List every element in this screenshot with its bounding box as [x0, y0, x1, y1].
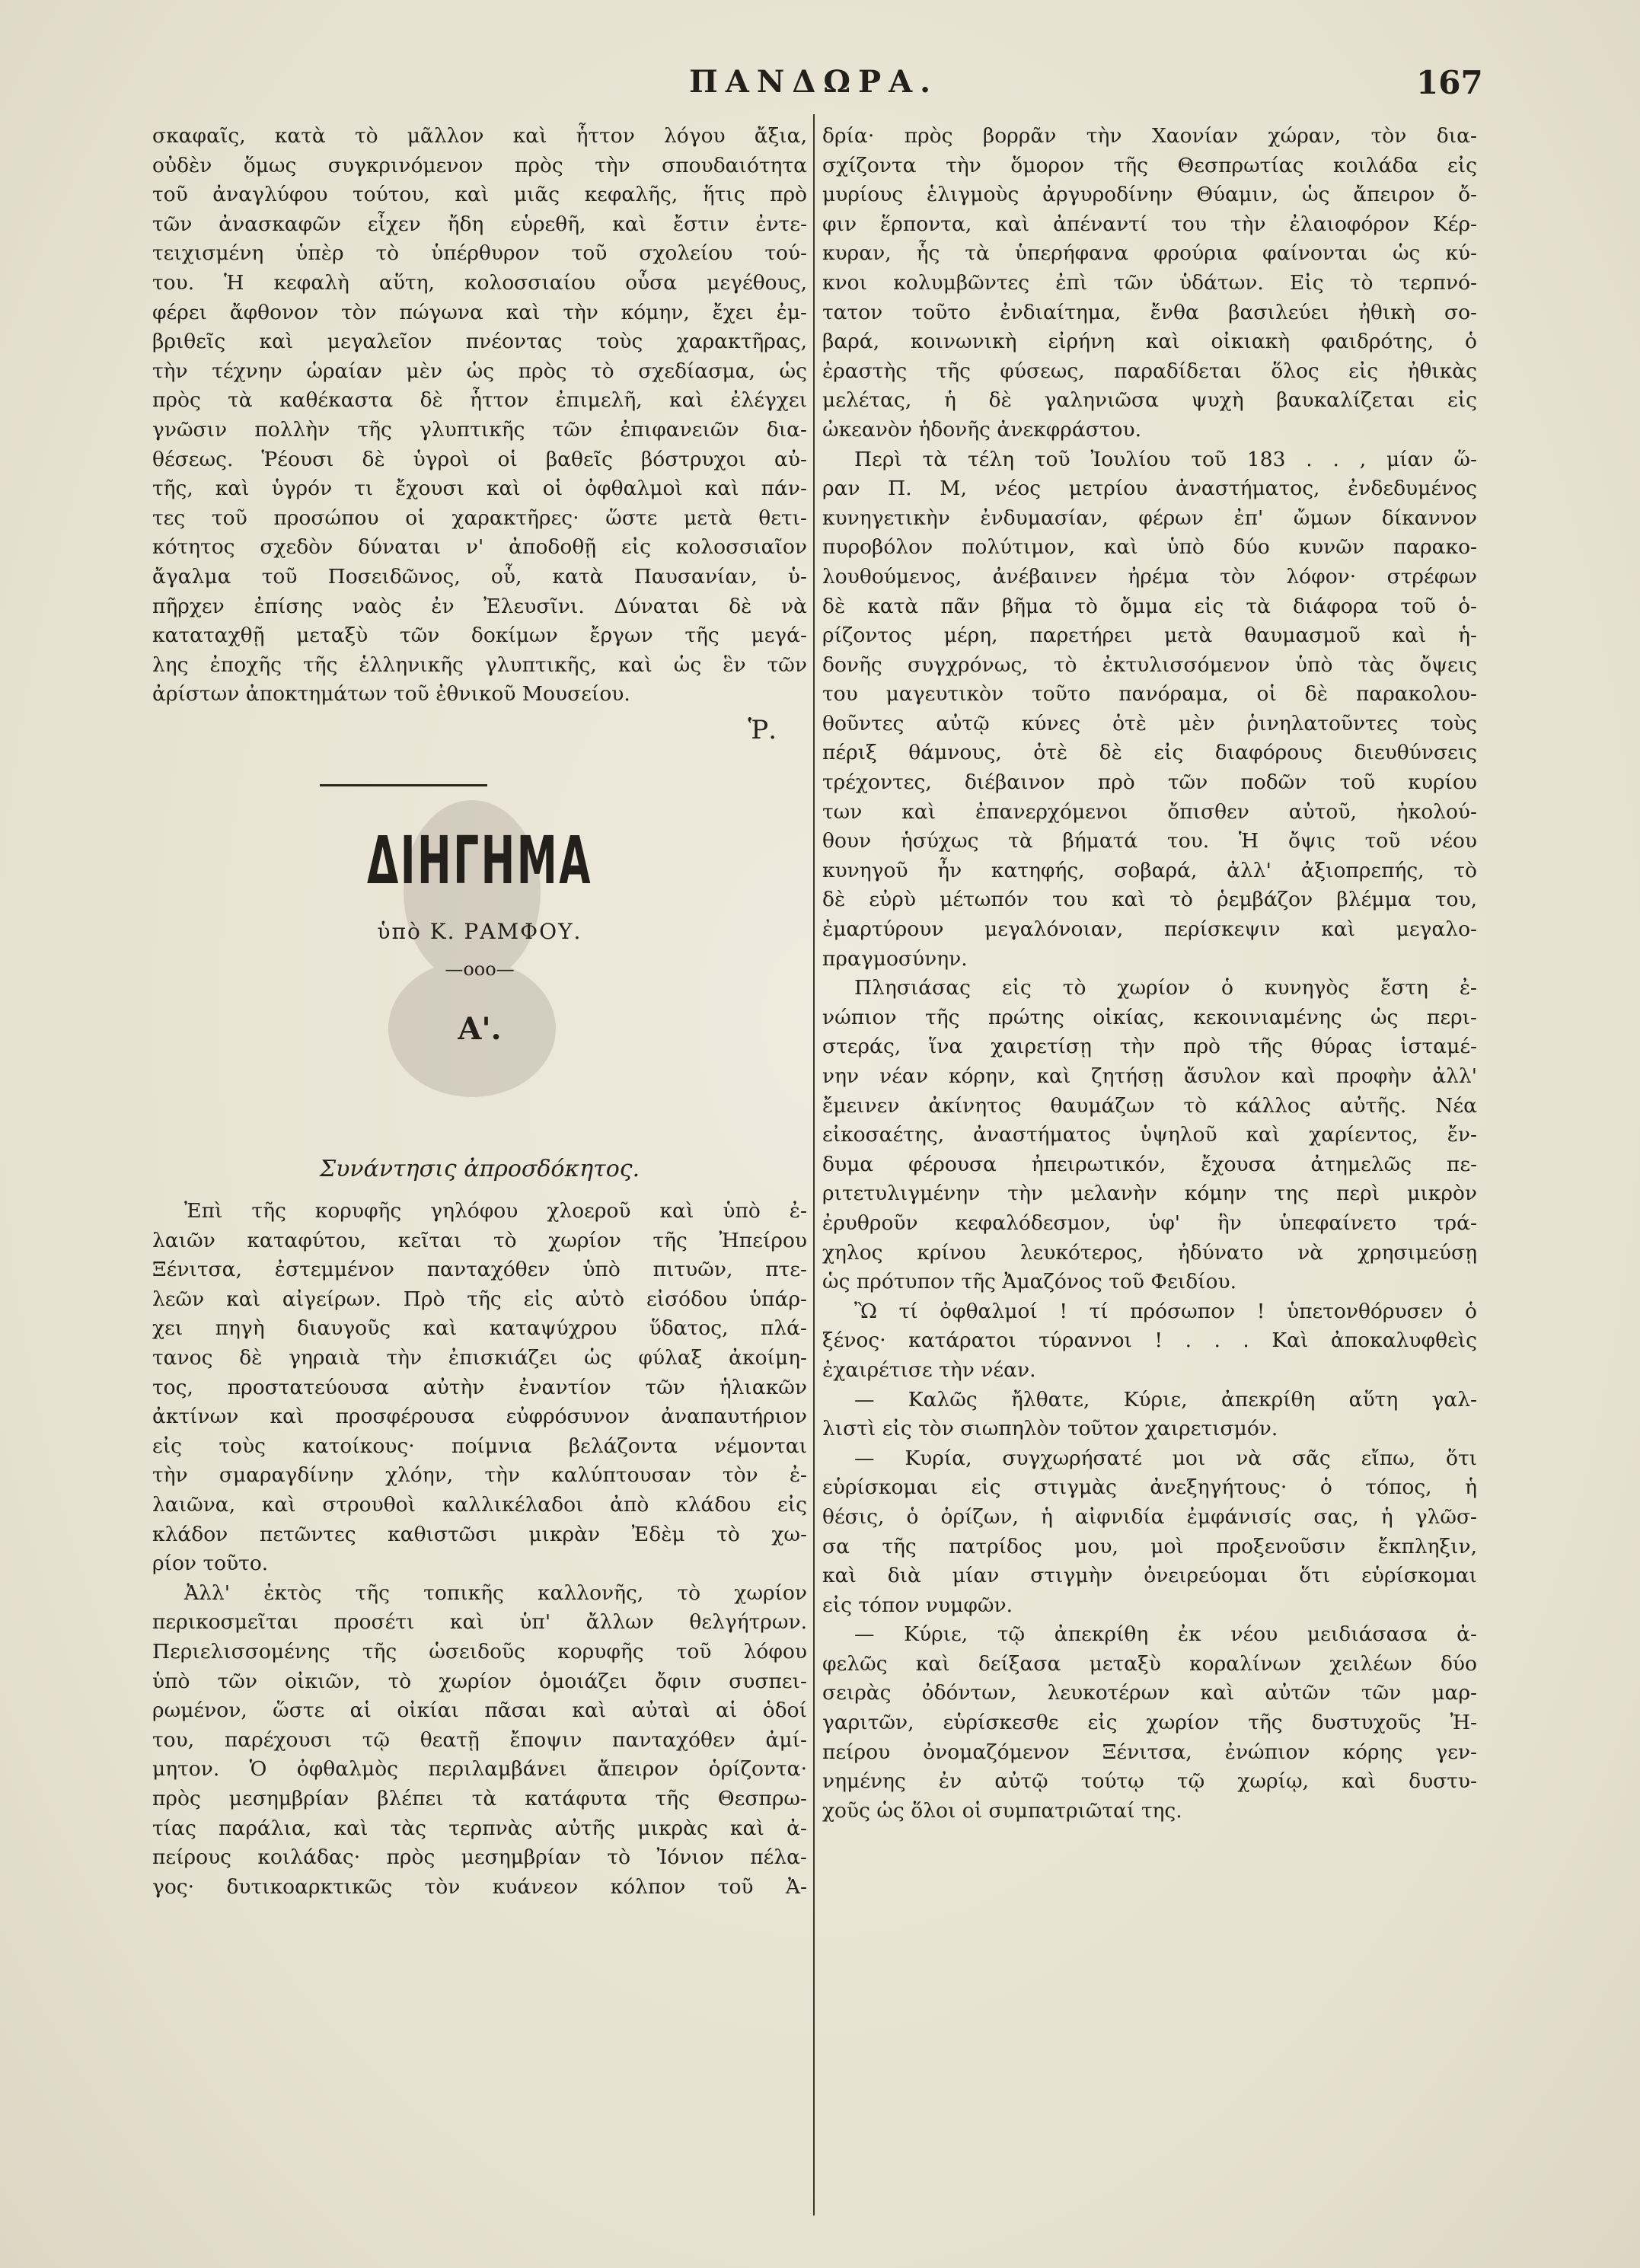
text-line: οὐδὲν ὅμως συγκρινόμενον πρὸς τὴν σπουδαιότητα	[152, 153, 807, 177]
chapter-subtitle: Συνάντησις ἀπροσδόκητος.	[319, 1156, 640, 1183]
text-line: χηλος κρίνου λευκότερος, ἠδύνατο νὰ χρησιμεύσῃ	[822, 1240, 1477, 1265]
text-line: σκαφαῖς, κατὰ τὸ μᾶλλον καὶ ἧττον λόγου ἄξια,	[152, 124, 807, 148]
text-line: περικοσμεῖται προσέτι καὶ ὑπ' ἄλλων θελγήτρων.	[152, 1610, 807, 1635]
text-line: — Καλῶς ἤλθατε, Κύριε, ἀπεκρίθη αὕτη γαλ-	[854, 1387, 1477, 1412]
text-line: Ὢ τί ὀφθαλμοί ! τί πρόσωπον ! ὑπετονθόρυσεν ὁ	[854, 1299, 1477, 1323]
text-line: δονῆς συγχρόνως, τὸ ἐκτυλισσόμενον ὑπὸ τὰς ὄψεις	[822, 652, 1477, 677]
text-line: μυρίους ἑλιγμοὺς ἀργυροδίνην Θύαμιν, ὡς ἄπειρον ὄ-	[822, 183, 1477, 207]
text-line: των καὶ ἐπανερχόμενοι ὄπισθεν αὐτοῦ, ἠκολού-	[822, 799, 1477, 824]
text-line: δρία· πρὸς βορρᾶν τὴν Χαονίαν χώραν, τὸν δια-	[822, 124, 1477, 148]
text-line: χει πηγὴ διαυγοῦς καὶ καταψύχρου ὕδατος, πλά-	[152, 1316, 807, 1341]
text-line: ἐρυθροῦν κεφαλόδεσμον, ὑφ' ἣν ὑπεφαίνετο τρά-	[822, 1211, 1477, 1235]
text-line: τῶν ἀνασκαφῶν εἶχεν ἤδη εὑρεθῆ, καὶ ἔστιν ἐντε-	[152, 212, 807, 236]
text-line: κνοι κολυμβῶντες ἐπὶ τῶν ὑδάτων. Εἰς τὸ τερπνό-	[822, 270, 1477, 295]
text-line: λιστὶ εἰς τὸν σιωπηλὸν τοῦτον χαιρετισμόν.	[822, 1417, 1278, 1441]
article-end	[152, 122, 807, 710]
text-line: πρὸς μεσημβρίαν βλέπει τὰ κατάφυτα τῆς Θεσπρω-	[152, 1786, 807, 1810]
text-line: εἰς τόπον νυμφῶν.	[822, 1593, 1013, 1617]
text-line: κυνηγοῦ ἦν κατηφής, σοβαρά, ἀλλ' ἀξιοπρεπής, τὸ	[822, 858, 1477, 882]
text-line: μελέτας, ἡ δὲ γαληνιῶσα ψυχὴ βαυκαλίζεται εἰς	[822, 388, 1477, 413]
running-head: ΠΑΝΔΩΡΑ.	[689, 64, 939, 100]
text-line: Πλησιάσας εἰς τὸ χωρίον ὁ κυνηγὸς ἔστη ἐ-	[854, 976, 1477, 1000]
text-line: ρωμένον, ὥστε αἱ οἰκίαι πᾶσαι καὶ αὐταὶ αἱ ὁδοί	[152, 1699, 807, 1723]
text-line: θέσεως. Ῥέουσι δὲ ὑγροὶ οἱ βαθεῖς βόστρυχοι αὐ-	[152, 447, 807, 471]
text-line: εἰκοσαέτης, ἀναστήματος ὑψηλοῦ καὶ χαρίεντος, ἔν-	[822, 1123, 1477, 1147]
text-line: Περὶ τὰ τέλη τοῦ Ἰουλίου τοῦ 183 . . , μίαν ὥ-	[854, 447, 1477, 471]
text-line: τοῦ ἀναγλύφου τούτου, καὶ μιᾶς κεφαλῆς, ἥτις πρὸ	[152, 183, 807, 207]
text-line: στεράς, ἵνα χαιρετίσῃ τὴν πρὸ τῆς θύρας ἱσταμέ-	[822, 1035, 1477, 1059]
column-divider	[813, 114, 815, 2215]
right-column	[822, 122, 1477, 1826]
text-line: του, παρέχουσι τῷ θεατῇ ἔποψιν πανταχόθεν ἀμί-	[152, 1727, 807, 1752]
text-line: τος, προστατεύουσα αὐτὴν ἐναντίον τῶν ἡλιακῶν	[152, 1375, 807, 1399]
text-line: κυνηγετικὴν ἐνδυμασίαν, φέρων ἐπ' ὤμων δίκαννον	[822, 506, 1477, 530]
page-number: 167	[1416, 64, 1483, 101]
text-line: γνῶσιν πολλὴν τῆς γλυπτικῆς τῶν ἐπιφανειῶν δια-	[152, 417, 807, 442]
text-line: ρίζοντος μέρη, παρετήρει μετὰ θαυμασμοῦ καὶ ἡ-	[822, 624, 1477, 648]
text-line: νην νέαν κόρην, καὶ ζητήσῃ ἄσυλον καὶ προφὴν ἀλλ'	[822, 1064, 1477, 1088]
text-line: πέριξ θάμνους, ὁτὲ δὲ εἰς διαφόρους διευθύνσεις	[822, 741, 1477, 765]
text-line: σχίζοντα τὴν ὅμορον τῆς Θεσπρωτίας κοιλάδα εἰς	[822, 153, 1477, 177]
text-line: γος· δυτικοαρκτικῶς τὸν κυάνεον κόλπον τοῦ Ἀ-	[152, 1874, 807, 1899]
text-line: ἔμεινεν ἀκίνητος θαυμάζων τὸ κάλλος αὐτῆς. Νέα	[822, 1093, 1477, 1118]
ornament: —ooo—	[445, 959, 515, 981]
text-line: ἀρίστων ἀποκτημάτων τοῦ ἐθνικοῦ Μουσείου.	[152, 682, 630, 707]
text-line: τίας παράλια, καὶ τὰς τερπνὰς αὐτῆς μικρὰς καὶ ἀ-	[152, 1816, 807, 1840]
text-line: πυροβόλον πολύτιμον, καὶ ὑπὸ δύο κυνῶν παρακο-	[822, 535, 1477, 560]
text-line: τες τοῦ προσώπου οἱ χαρακτῆρες· ὥστε μετὰ θετι-	[152, 506, 807, 530]
text-line: φελῶς καὶ δείξασα μεταξὺ κοραλίνων χειλέων δύο	[822, 1651, 1477, 1676]
text-line: λαιῶν καταφύτου, κεῖται τὸ χωρίον τῆς Ἠπείρου	[152, 1228, 807, 1252]
text-line: κλάδον πετῶντες καθιστῶσι μικρὰν Ἐδὲμ τὸ χω-	[152, 1522, 807, 1546]
text-line: τῆς, καὶ ὑγρόν τι ἔχουσι καὶ οἱ ὀφθαλμοὶ καὶ πάν-	[152, 477, 807, 501]
byline: ὑπὸ Κ. ΡΑΜΦΟΥ.	[377, 919, 582, 945]
text-line: ραν Π. Μ, νέος μετρίου ἀναστήματος, ἐνδεδυμένος	[822, 477, 1477, 501]
text-line: ὑπὸ τῶν οἰκιῶν, τὸ χωρίον ὁμοιάζει ὄφιν συσπει-	[152, 1669, 807, 1693]
text-line: ριτετυλιγμένην τὴν μελανὴν κόμην της περὶ μικρὸν	[822, 1182, 1477, 1206]
text-line: του. Ἡ κεφαλὴ αὕτη, κολοσσιαίου οὖσα μεγέθους,	[152, 270, 807, 295]
text-line: εἰς τοὺς κατοίκους· ποίμνια βελάζοντα νέμονται	[152, 1434, 807, 1458]
text-line: τανος δὲ γηραιὰ τὴν ἐπισκιάζει ὡς φύλαξ ἀκοίμη-	[152, 1346, 807, 1370]
text-line: ἀκτίνων καὶ προσφέρουσα εὐφρόσυνον ἀναπαυτήριον	[152, 1405, 807, 1429]
text-line: κότητος σχεδὸν δύναται ν' ἀποδοθῇ εἰς κολοσσιαῖον	[152, 535, 807, 560]
text-line: ὡς πρότυπον τῆς Ἀμαζόνος τοῦ Φειδίου.	[822, 1270, 1237, 1294]
author-signature: Ῥ.	[748, 714, 777, 745]
text-line: πραγμοσύνην.	[822, 946, 968, 971]
text-line: θουν ἡσύχως τὰ βήματά του. Ἡ ὄψις τοῦ νέου	[822, 829, 1477, 853]
text-line: τὴν σμαραγδίνην χλόην, τὴν καλύπτουσαν τὸν ἐ-	[152, 1463, 807, 1488]
text-line: θέσις, ὁ ὁρίζων, ἡ αἰφνιδία ἐμφάνισίς σας, ἡ γλῶσ-	[822, 1504, 1477, 1529]
text-line: του μαγευτικὸν τοῦτο πανόραμα, οἱ δὲ παρακολου-	[822, 682, 1477, 707]
text-line: ξένος· κατάρατοι τύραννοι ! . . . Καὶ ἀποκαλυφθεὶς	[822, 1329, 1477, 1353]
text-line: ρίον τοῦτο.	[152, 1552, 269, 1576]
text-line: Ἀλλ' ἐκτὸς τῆς τοπικῆς καλλονῆς, τὸ χωρίον	[184, 1581, 807, 1605]
text-line: καταταχθῇ μεταξὺ τῶν δοκίμων ἔργων τῆς μεγά-	[152, 624, 807, 648]
text-line: πρὸς τὰ καθέκαστα δὲ ἧττον ἐπιμελῆ, καὶ ἐλέγχει	[152, 388, 807, 413]
story-heading	[152, 823, 807, 1150]
text-line: τειχισμένη ὑπὲρ τὸ ὑπέρθυρον τοῦ σχολείου τού-	[152, 241, 807, 266]
story-text	[152, 1197, 807, 1902]
text-line: τὴν τέχνην ὡραίαν μὲν ὡς πρὸς τὸ σχεδίασμα, ὡς	[152, 359, 807, 383]
text-line: νώπιον τῆς πρώτης οἰκίας, κεκοινιαμένης ὡς περι-	[822, 1005, 1477, 1029]
text-line: εὑρίσκομαι εἰς στιγμὰς ἀνεξηγήτους· ὁ τόπος, ἡ	[822, 1475, 1477, 1500]
text-line: νημένης ἐν αὐτῷ τούτῳ τῷ χωρίῳ, καὶ δυστυ-	[822, 1769, 1477, 1794]
text-line: ἐμαρτύρουν μεγαλόνοιαν, περίσκεψιν καὶ μεγαλο-	[822, 917, 1477, 942]
text-line: γαριτῶν, εὑρίσκεσθε εἰς χωρίον τῆς δυστυχοῦς Ἠ-	[822, 1711, 1477, 1735]
story-text-continued	[822, 122, 1477, 1826]
text-line: μητον. Ὁ ὀφθαλμὸς περιλαμβάνει ἄπειρον ὁρίζοντα·	[152, 1757, 807, 1782]
text-line: βριθεῖς καὶ μεγαλεῖον πνέοντας τοὺς χαρακτῆρας,	[152, 330, 807, 354]
text-line: φέρει ἄφθονον τὸν πώγωνα καὶ τὴν κόμην, ἔχει ἐμ-	[152, 300, 807, 324]
text-line: πῆρχεν ἐπίσης ναὸς ἐν Ἐλευσῖνι. Δύναται δὲ νὰ	[152, 594, 807, 618]
text-line: δὲ κατὰ πᾶν βῆμα τὸ ὄμμα εἰς τὰ διάφορα τοῦ ὁ-	[822, 594, 1477, 618]
text-line: ἐραστὴς τῆς φύσεως, παραδίδεται ὅλος εἰς ἠθικὰς	[822, 359, 1477, 383]
text-line: τατον τοῦτο ἐνδιαίτημα, ἔνθα βασιλεύει ἠθικὴ σο-	[822, 300, 1477, 324]
text-line: ὠκεανὸν ἡδονῆς ἀνεκφράστου.	[822, 417, 1141, 442]
text-line: λεῶν καὶ αἰγείρων. Πρὸ τῆς εἰς αὐτὸ εἰσόδου ὑπάρ-	[152, 1287, 807, 1311]
text-line: πείρου ὀνομαζόμενον Ξένιτσα, ἐνώπιον κόρης γεν-	[822, 1740, 1477, 1764]
text-line: κυραν, ἧς τὰ ὑπερήφανα φρούρια φαίνονται ὡς κύ-	[822, 241, 1477, 266]
text-line: Ἐπὶ τῆς κορυφῆς γηλόφου χλοεροῦ καὶ ὑπὸ ἐ-	[184, 1199, 807, 1223]
text-line: δυμα φέρουσα ἠπειρωτικόν, ἔχουσα ἀτημελῶς πε-	[822, 1152, 1477, 1176]
text-line: καὶ διὰ μίαν στιγμὴν ὀνειρεύομαι ὅτι εὑρίσκομαι	[822, 1564, 1477, 1588]
text-line: χοῦς ὡς ὅλοι οἱ συμπατριῶταί της.	[822, 1798, 1182, 1823]
text-line: λης ἐποχῆς τῆς ἑλληνικῆς γλυπτικῆς, καὶ ὡς ἓν τῶν	[152, 652, 807, 677]
text-line: — Κυρία, συγχωρήσατέ μοι νὰ σᾶς εἴπω, ὅτι	[854, 1446, 1477, 1470]
text-line: δὲ εὐρὺ μέτωπόν του καὶ τὸ ῥεμβάζον βλέμμα του,	[822, 888, 1477, 912]
text-line: λαιῶνα, καὶ στρουθοὶ καλλικέλαδοι ἀπὸ κλάδου εἰς	[152, 1493, 807, 1517]
left-column	[152, 122, 807, 1902]
text-line: τρέχοντες, διέβαινον πρὸ τῶν ποδῶν τοῦ κυρίου	[822, 770, 1477, 795]
text-line: σειρὰς ὀδόντων, λευκοτέρων καὶ αὐτῶν τῶν μαρ-	[822, 1681, 1477, 1705]
text-line: Ξένιτσα, ἐστεμμένον πανταχόθεν ὑπὸ πιτυῶν, πτε-	[152, 1258, 807, 1282]
text-line: Περιελισσομένης τῆς ὡσειδοῦς κορυφῆς τοῦ λόφου	[152, 1639, 807, 1664]
text-line: λουθούμενος, ἀνέβαινεν ἠρέμα τὸν λόφον· στρέφων	[822, 564, 1477, 589]
text-line: σα τῆς πατρίδος μου, μοὶ προξενοῦσιν ἔκπληξιν,	[822, 1534, 1477, 1558]
text-line: ἐχαιρέτισε τὴν νέαν.	[822, 1357, 1036, 1382]
chapter-number: Α'.	[458, 1010, 502, 1047]
text-line: βαρά, κοινωνικὴ εἰρήνη καὶ οἰκιακὴ φαιδρότης, ὁ	[822, 330, 1477, 354]
text-line: — Κύριε, τῷ ἀπεκρίθη ἐκ νέου μειδιάσασα ἀ-	[854, 1622, 1477, 1647]
text-line: φιν ἕρποντα, καὶ ἀπέναντί του τὴν ἐλαιοφόρον Κέρ-	[822, 212, 1477, 236]
text-line: θοῦντες αὐτῷ κύνες ὁτὲ μὲν ῥινηλατοῦντες τοὺς	[822, 711, 1477, 735]
text-line: ἄγαλμα τοῦ Ποσειδῶνος, οὗ, κατὰ Παυσανίαν, ὑ-	[152, 564, 807, 589]
story-title: ΔΙΗΓΗΜΑ	[366, 823, 593, 900]
text-line: πείρους κοιλάδας· πρὸς μεσημβρίαν τὸ Ἰόνιον πέλα-	[152, 1845, 807, 1870]
